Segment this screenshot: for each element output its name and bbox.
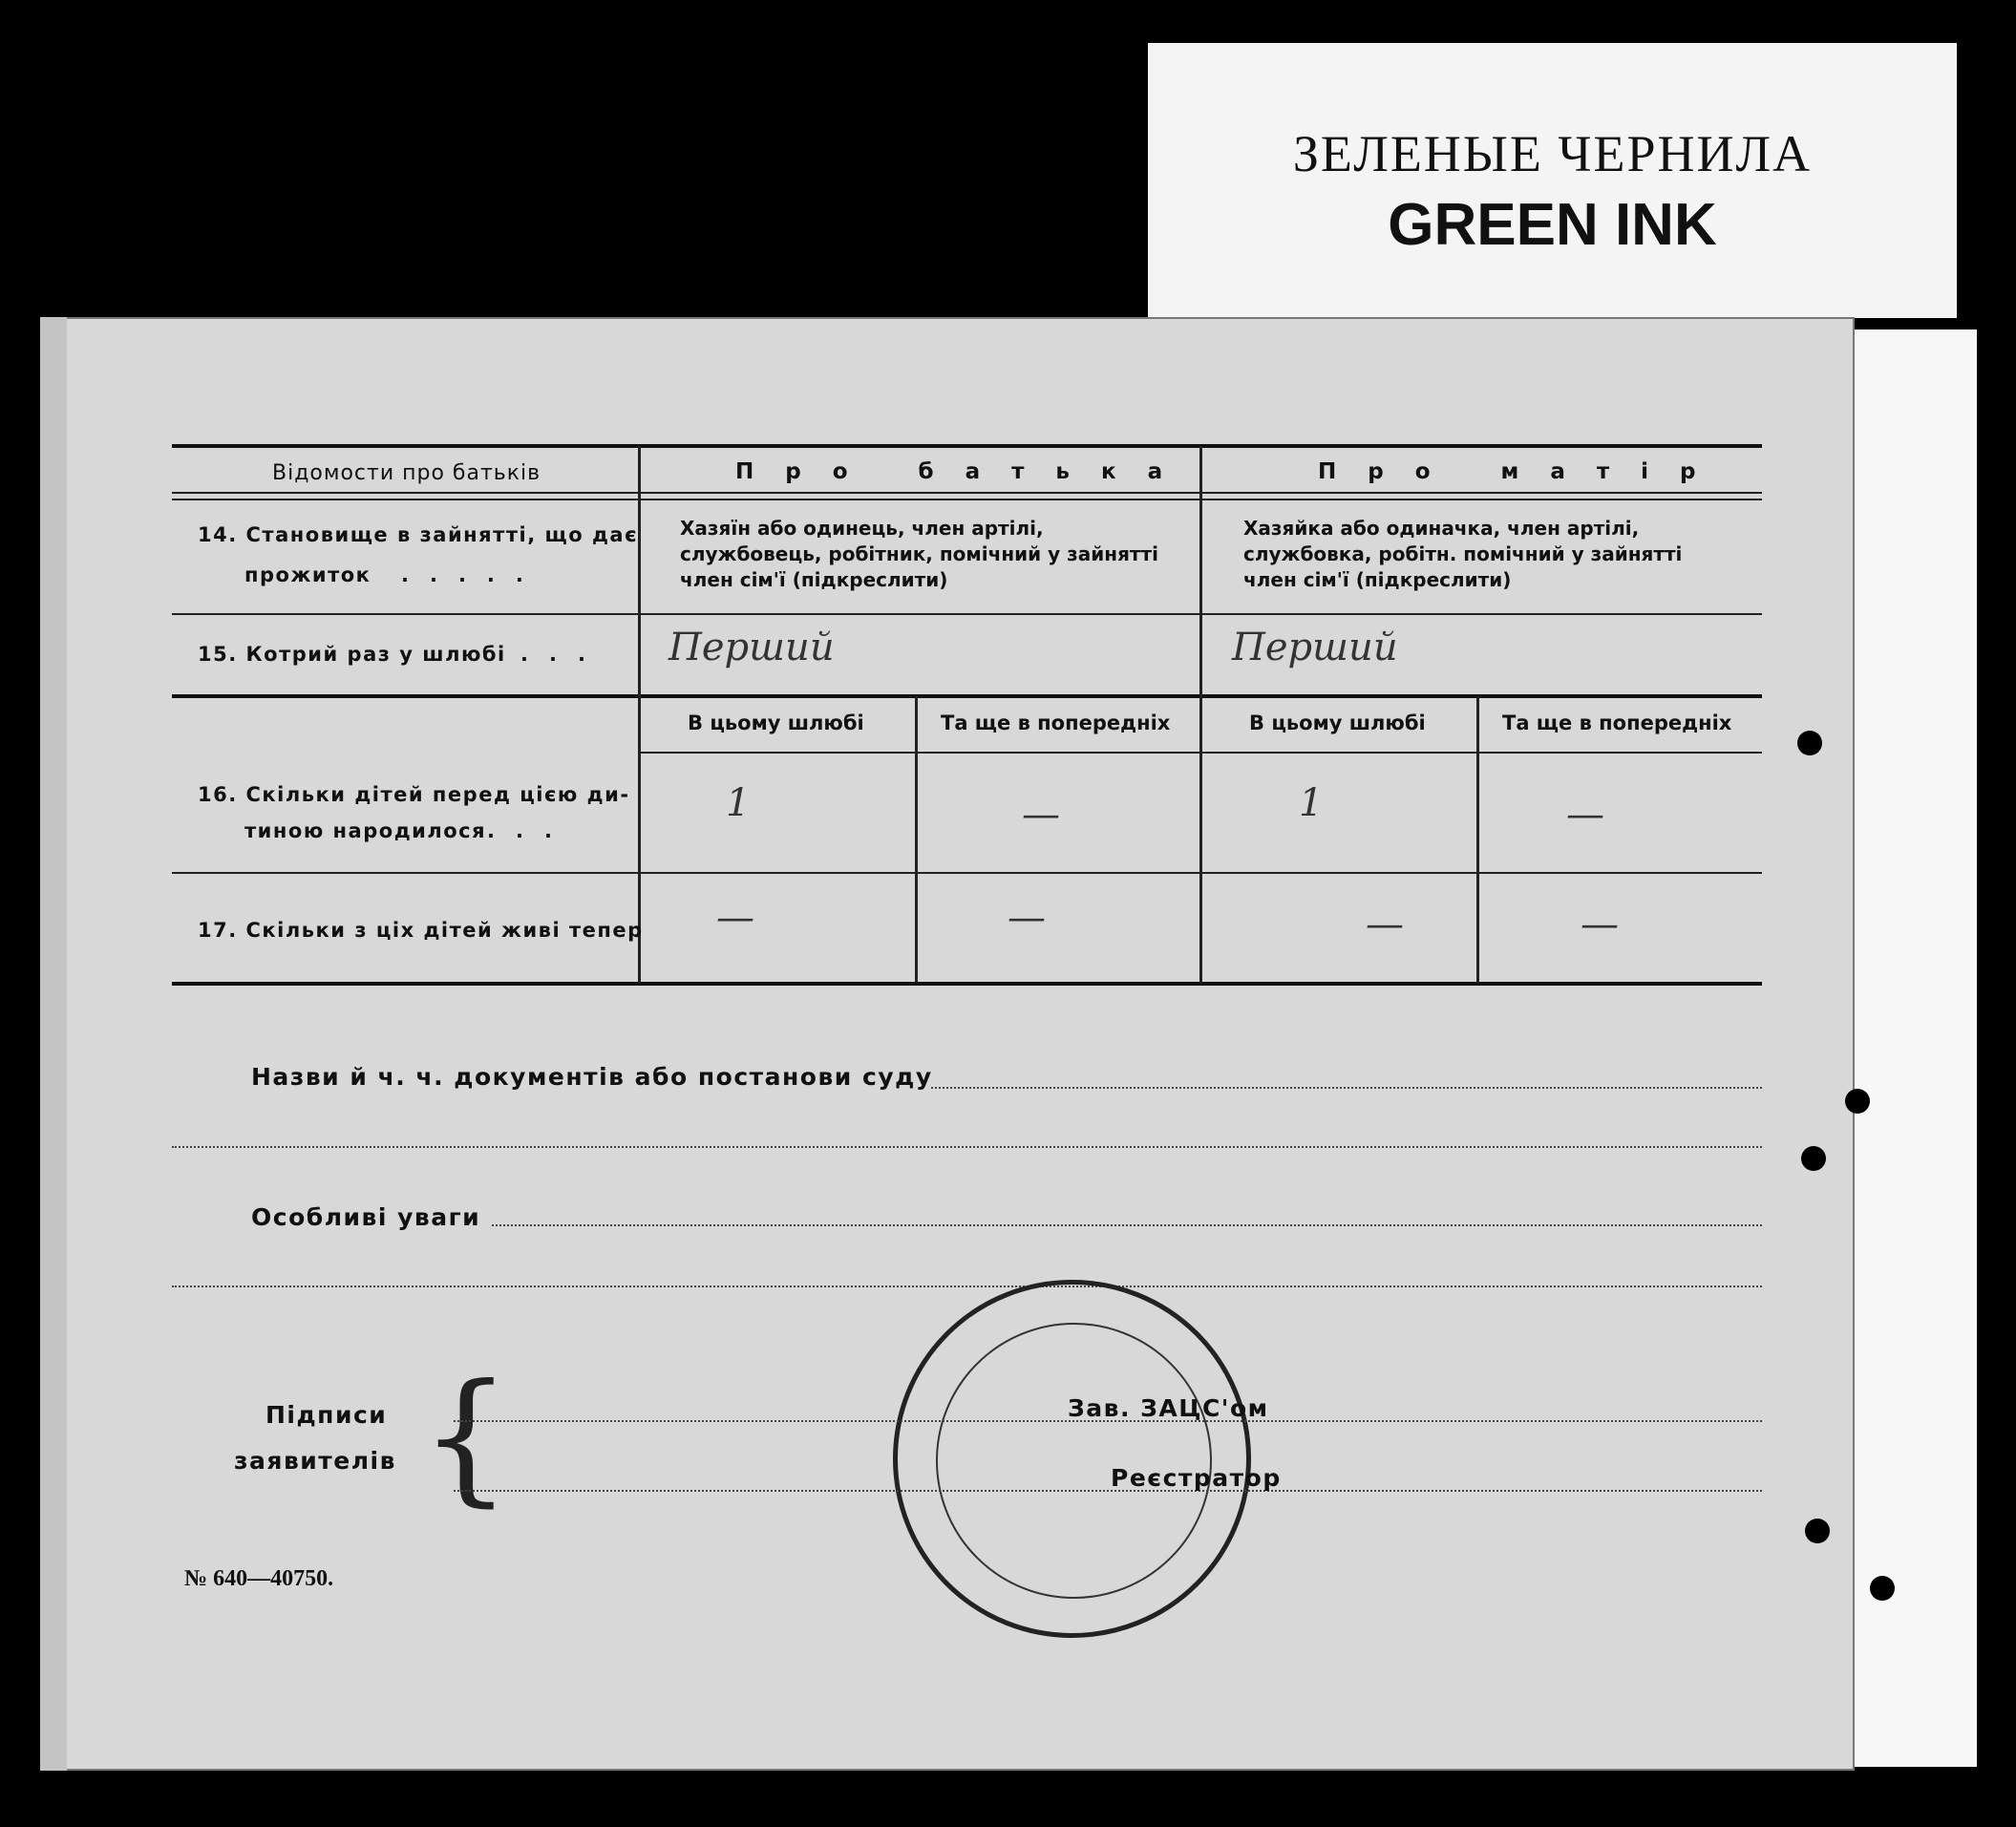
row17-father-previous: — <box>1008 896 1046 940</box>
ink-label-card <box>1148 43 1957 318</box>
table-col-divider <box>1199 446 1202 984</box>
form-number: № 640—40750. <box>184 1566 334 1591</box>
documents-label: Назви й ч. ч. документів або постанови суду <box>251 1063 933 1091</box>
notes-line-2 <box>172 1285 1762 1287</box>
punch-hole <box>1805 1519 1830 1543</box>
table-col-divider <box>915 696 918 983</box>
table-rule <box>172 872 1762 874</box>
row16-father-previous: — <box>1022 793 1060 837</box>
row16-father-this: 1 <box>726 781 751 825</box>
table-bottom-rule <box>172 982 1762 986</box>
row17-mother-this: — <box>1366 903 1404 946</box>
page-edge <box>40 317 67 1771</box>
signatures-label-cont: заявителів <box>234 1447 396 1475</box>
table-top-rule <box>172 444 1762 448</box>
punch-hole <box>1797 731 1822 755</box>
row16-label-cont: тиною народилося <box>244 819 487 842</box>
notes-label: Особливі уваги <box>251 1203 481 1231</box>
row16-mother-previous: — <box>1566 793 1604 837</box>
registrar-label: Реєстратор <box>1111 1464 1282 1492</box>
table-rule <box>172 694 1762 698</box>
col-header-info: Відомости про батьків <box>272 461 541 485</box>
row17-label: 17. Скільки з ціх дітей живі тепер <box>198 919 644 942</box>
notes-line <box>492 1224 1762 1226</box>
label-russian: ЗЕЛЕНЫЕ ЧЕРНИЛА <box>1292 125 1813 182</box>
subheader-this-marriage-mother: В цьому шлюбі <box>1249 712 1426 734</box>
table-rule <box>172 492 1762 494</box>
signatures-label: Підписи <box>265 1401 388 1429</box>
dot-leader: ... <box>487 819 573 842</box>
row17-mother-previous: — <box>1581 903 1619 946</box>
label-english: GREEN INK <box>1388 192 1717 258</box>
row14-label-cont: прожиток <box>244 563 371 586</box>
row15-mother-handwritten: Перший <box>1232 626 1398 669</box>
seal-inner-ring <box>936 1323 1212 1599</box>
row17-father-this: — <box>716 896 754 940</box>
dot-leader: ..... <box>401 563 544 586</box>
table-col-divider <box>638 446 641 984</box>
punch-hole <box>1845 1089 1870 1114</box>
punch-hole <box>1870 1576 1895 1601</box>
col-header-father: Про батька <box>735 459 1195 484</box>
official-seal <box>893 1280 1251 1638</box>
punch-hole <box>1801 1146 1826 1171</box>
row14-mother-options: Хазяйка або одиначка, член артілі, службовка, робітн. помічний у зайнятті член сім'ї (підкреслити) <box>1243 517 1683 591</box>
row15-label: 15. Котрий раз у шлюбі <box>198 643 506 666</box>
subheader-previous-mother: Та ще в попередніх <box>1502 712 1732 734</box>
table-col-divider <box>1476 696 1479 983</box>
documents-line <box>931 1087 1762 1089</box>
col-header-mother: Про матір <box>1318 459 1728 484</box>
row15-father-handwritten: Перший <box>668 626 835 669</box>
subheader-this-marriage-father: В цьому шлюбі <box>688 712 864 734</box>
table-rule <box>172 613 1762 615</box>
subheader-previous-father: Та ще в попередніх <box>941 712 1171 734</box>
row14-father-options: Хазяїн або одинець, член артілі, службовець, робітник, помічний у зайнятті член сім'ї (підкреслити) <box>680 517 1158 591</box>
table-rule <box>172 499 1762 500</box>
row16-mother-this: 1 <box>1299 781 1324 825</box>
head-label: Зав. ЗАЦС'ом <box>1068 1394 1269 1422</box>
signature-brace: { <box>420 1354 512 1520</box>
row16-label: 16. Скільки дітей перед цією ди- <box>198 783 630 806</box>
row14-label: 14. Становище в зайнятті, що дає <box>198 523 639 546</box>
documents-line-2 <box>172 1146 1762 1148</box>
dot-leader: ... <box>520 643 606 666</box>
applicant-signature-line-2 <box>454 1490 1762 1492</box>
